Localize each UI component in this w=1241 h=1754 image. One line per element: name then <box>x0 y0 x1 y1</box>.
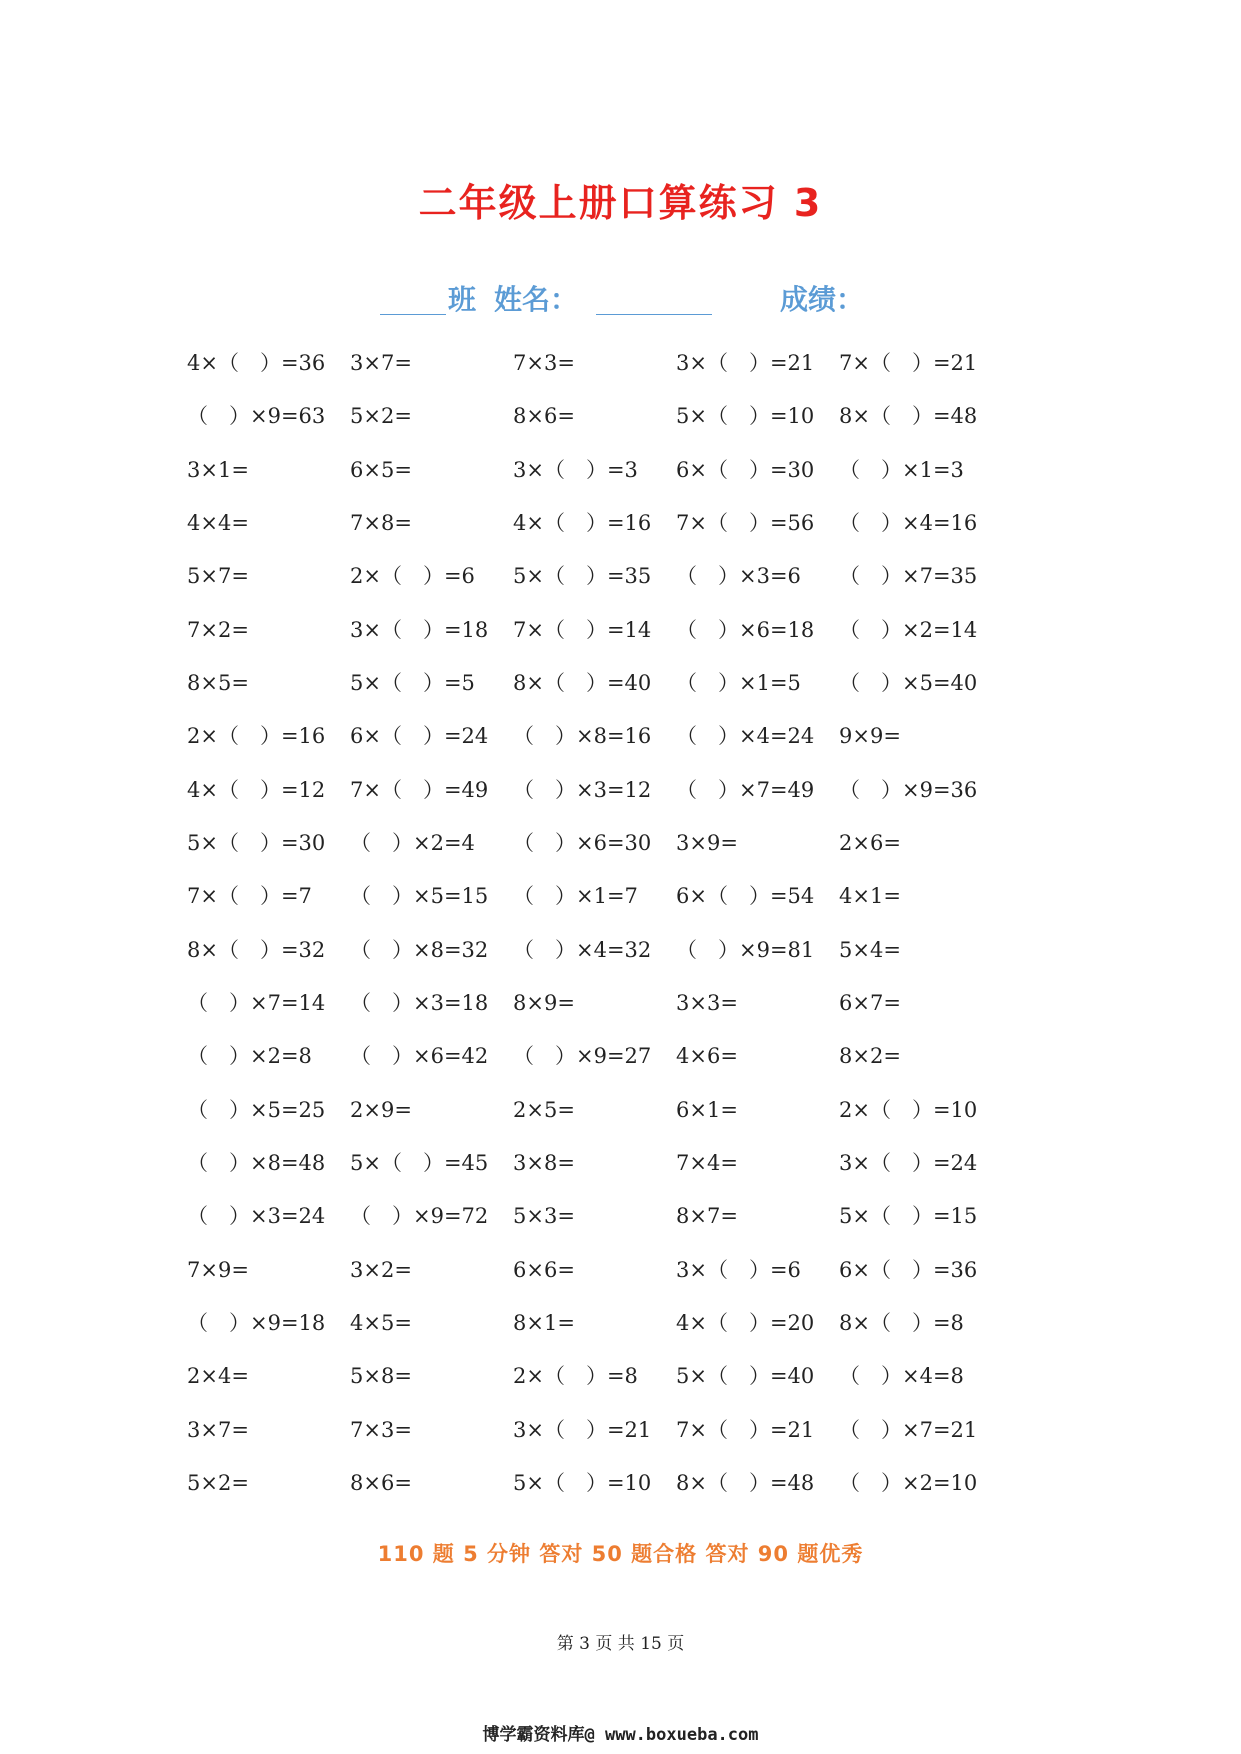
problem-item: 8×（ ）=32 <box>187 937 326 962</box>
footer-watermark: 博学霸资料库@ www.boxueba.com <box>482 1725 759 1745</box>
problem-item: （ ）×4=16 <box>839 510 978 535</box>
problem-item: 5×（ ）=40 <box>676 1364 815 1389</box>
problem-item: 5×（ ）=15 <box>839 1204 978 1229</box>
problem-item: 6×（ ）=30 <box>676 457 815 482</box>
problem-item: 5×（ ）=45 <box>350 1150 489 1175</box>
problem-row <box>187 828 1007 881</box>
problem-item: 8×2= <box>839 1044 901 1069</box>
problem-item: 8×（ ）=48 <box>839 404 978 429</box>
problem-item: 4×（ ）=12 <box>187 777 326 802</box>
problem-item: （ ）×4=24 <box>676 724 815 749</box>
problem-row <box>187 615 1007 668</box>
problem-item: 4×（ ）=16 <box>513 510 652 535</box>
problem-item: 5×8= <box>350 1364 412 1389</box>
problem-item: 7×2= <box>187 617 249 642</box>
problem-row <box>187 508 1007 561</box>
problem-item: 3×7= <box>350 351 412 375</box>
problem-item: （ ）×7=21 <box>839 1417 978 1442</box>
problem-item: （ ）×1=7 <box>513 884 638 909</box>
problem-item: （ ）×2=14 <box>839 617 978 642</box>
problem-item: 5×7= <box>187 564 249 589</box>
problem-item: 2×4= <box>187 1364 249 1389</box>
problem-item: 4×（ ）=36 <box>187 351 326 375</box>
problem-item: （ ）×8=48 <box>187 1150 326 1175</box>
problem-item: 8×6= <box>350 1470 412 1495</box>
problem-item: （ ）×6=18 <box>676 617 815 642</box>
problem-item: 7×（ ）=49 <box>350 777 489 802</box>
problem-item: 8×5= <box>187 670 249 695</box>
problem-item: 8×6= <box>513 404 575 429</box>
problem-item: （ ）×7=35 <box>839 564 978 589</box>
problem-item: 8×9= <box>513 990 575 1015</box>
problem-item: 5×（ ）=35 <box>513 564 652 589</box>
problem-item: （ ）×3=12 <box>513 777 652 802</box>
problem-item: 3×3= <box>676 990 738 1015</box>
problem-grid <box>187 348 1007 1521</box>
problem-item: 5×2= <box>187 1470 249 1495</box>
problem-item: （ ）×5=25 <box>187 1097 326 1122</box>
problem-item: 2×（ ）=16 <box>187 724 326 749</box>
problem-row <box>187 455 1007 508</box>
problem-item: （ ）×9=36 <box>839 777 978 802</box>
class-blank[interactable] <box>380 314 446 315</box>
problem-item: 6×6= <box>513 1257 575 1282</box>
problem-item: 2×（ ）=10 <box>839 1097 978 1122</box>
problem-item: 7×（ ）=14 <box>513 617 652 642</box>
problem-item: 6×（ ）=54 <box>676 884 815 909</box>
problem-item: （ ）×7=14 <box>187 990 326 1015</box>
student-info-line <box>0 278 1241 324</box>
problem-item: 5×2= <box>350 404 412 429</box>
problem-item: 7×4= <box>676 1150 738 1175</box>
problem-row <box>187 401 1007 454</box>
problem-item: 8×（ ）=40 <box>513 670 652 695</box>
problem-item: （ ）×9=63 <box>187 404 326 429</box>
name-blank[interactable] <box>596 314 712 315</box>
problem-item: （ ）×9=18 <box>187 1310 326 1335</box>
problem-item: 6×1= <box>676 1097 738 1122</box>
problem-row <box>187 1148 1007 1201</box>
problem-item: （ ）×2=10 <box>839 1470 978 1495</box>
problem-row <box>187 721 1007 774</box>
problem-item: 3×（ ）=18 <box>350 617 489 642</box>
problem-item: 3×（ ）=3 <box>513 457 638 482</box>
problem-row <box>187 1255 1007 1308</box>
problem-item: 5×（ ）=10 <box>676 404 815 429</box>
problem-item: 8×（ ）=48 <box>676 1470 815 1495</box>
problem-item: （ ）×6=30 <box>513 830 652 855</box>
page-title: 二年级上册口算练习 3 <box>418 181 823 225</box>
problem-row <box>187 775 1007 828</box>
problem-item: （ ）×3=6 <box>676 564 801 589</box>
problem-row <box>187 348 1007 401</box>
problem-item: 8×（ ）=8 <box>839 1310 964 1335</box>
problem-item: （ ）×3=18 <box>350 990 489 1015</box>
problem-row <box>187 1308 1007 1361</box>
problem-item: 5×4= <box>839 937 901 962</box>
problem-item: 5×（ ）=10 <box>513 1470 652 1495</box>
problem-item: 9×9= <box>839 724 901 749</box>
problem-item: 2×（ ）=8 <box>513 1364 638 1389</box>
problem-item: 5×3= <box>513 1204 575 1229</box>
problem-item: （ ）×3=24 <box>187 1204 326 1229</box>
problem-item: 2×（ ）=6 <box>350 564 475 589</box>
problem-item: 3×8= <box>513 1150 575 1175</box>
problem-item: （ ）×4=32 <box>513 937 652 962</box>
problem-row <box>187 1041 1007 1094</box>
problem-row <box>187 988 1007 1041</box>
problem-item: 3×（ ）=21 <box>676 351 815 375</box>
problem-row <box>187 1201 1007 1254</box>
problem-item: 8×1= <box>513 1310 575 1335</box>
problem-item: （ ）×7=49 <box>676 777 815 802</box>
problem-item: 7×（ ）=7 <box>187 884 312 909</box>
problem-item: 2×6= <box>839 830 901 855</box>
problem-item: 4×6= <box>676 1044 738 1069</box>
page-number: 第 3 页 共 15 页 <box>556 1634 685 1654</box>
problem-row <box>187 881 1007 934</box>
problem-item: 7×3= <box>513 351 575 375</box>
problem-item: 2×5= <box>513 1097 575 1122</box>
problem-item: （ ）×9=81 <box>676 937 815 962</box>
score-label: 成绩： <box>780 283 865 316</box>
problem-item: 3×1= <box>187 457 249 482</box>
problem-item: （ ）×4=8 <box>839 1364 964 1389</box>
problem-item: 5×（ ）=5 <box>350 670 475 695</box>
problem-row <box>187 1095 1007 1148</box>
name-label: 姓名： <box>494 283 579 316</box>
problem-item: 7×（ ）=21 <box>676 1417 815 1442</box>
problem-item: （ ）×8=16 <box>513 724 652 749</box>
problem-item: 7×（ ）=56 <box>676 510 815 535</box>
problem-row <box>187 1415 1007 1468</box>
problem-item: 4×1= <box>839 884 901 909</box>
problem-row <box>187 668 1007 721</box>
problem-item: 6×（ ）=36 <box>839 1257 978 1282</box>
problem-item: 2×9= <box>350 1097 412 1122</box>
problem-row <box>187 935 1007 988</box>
problem-item: 7×9= <box>187 1257 249 1282</box>
class-label: 班 <box>448 283 477 316</box>
problem-item: 3×（ ）=24 <box>839 1150 978 1175</box>
problem-row <box>187 1468 1007 1521</box>
problem-row <box>187 1361 1007 1414</box>
problem-item: （ ）×6=42 <box>350 1044 489 1069</box>
problem-item: 6×7= <box>839 990 901 1015</box>
problem-item: 3×（ ）=21 <box>513 1417 652 1442</box>
problem-item: （ ）×9=72 <box>350 1204 489 1229</box>
problem-item: 4×5= <box>350 1310 412 1335</box>
problem-item: （ ）×9=27 <box>513 1044 652 1069</box>
problem-row <box>187 561 1007 614</box>
problem-item: 7×8= <box>350 510 412 535</box>
problem-item: （ ）×1=5 <box>676 670 801 695</box>
problem-item: （ ）×2=8 <box>187 1044 312 1069</box>
rule-text: 110 题 5 分钟 答对 50 题合格 答对 90 题优秀 <box>377 1542 864 1566</box>
problem-item: 4×4= <box>187 510 249 535</box>
problem-item: 6×5= <box>350 457 412 482</box>
problem-item: 4×（ ）=20 <box>676 1310 815 1335</box>
problem-item: （ ）×1=3 <box>839 457 964 482</box>
problem-item: 3×7= <box>187 1417 249 1442</box>
problem-item: （ ）×8=32 <box>350 937 489 962</box>
problem-item: （ ）×2=4 <box>350 830 475 855</box>
problem-item: 3×2= <box>350 1257 412 1282</box>
problem-item: 3×9= <box>676 830 738 855</box>
problem-item: 8×7= <box>676 1204 738 1229</box>
problem-item: 5×（ ）=30 <box>187 830 326 855</box>
problem-item: （ ）×5=15 <box>350 884 489 909</box>
problem-item: 7×（ ）=21 <box>839 351 978 375</box>
problem-item: （ ）×5=40 <box>839 670 978 695</box>
problem-item: 3×（ ）=6 <box>676 1257 801 1282</box>
problem-item: 6×（ ）=24 <box>350 724 489 749</box>
problem-item: 7×3= <box>350 1417 412 1442</box>
